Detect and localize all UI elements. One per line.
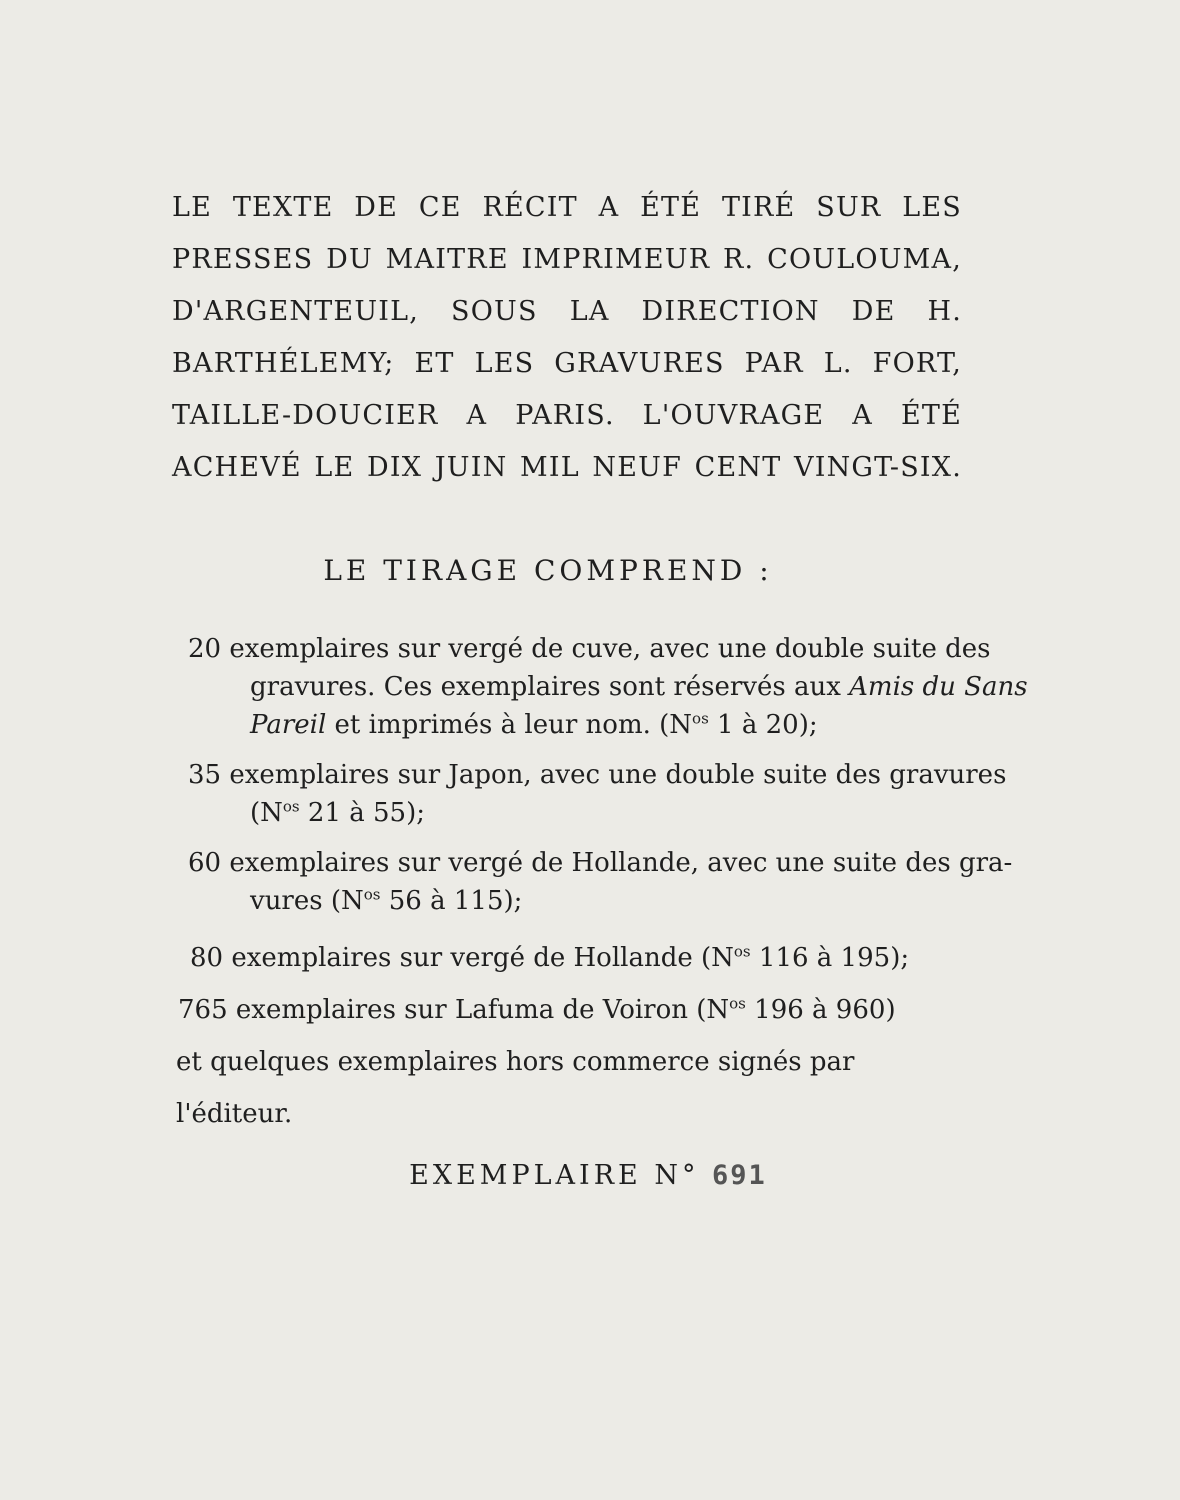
superscript: os xyxy=(282,797,300,816)
entry-text: 21 à 55); xyxy=(299,798,426,828)
superscript: os xyxy=(363,885,381,904)
superscript: os xyxy=(729,994,746,1013)
edition-entry-35 xyxy=(188,756,1007,832)
tirage-heading: LE TIRAGE COMPREND : xyxy=(323,554,773,587)
entry-line: 60 exemplaires sur vergé de Hollande, avec une suite des gra- xyxy=(188,848,1013,878)
colophon-line: BARTHÉLEMY; ET LES GRAVURES PAR L. FORT, xyxy=(172,348,962,379)
superscript: os xyxy=(692,709,709,728)
entry-line xyxy=(188,668,1028,706)
copy-number-label: EXEMPLAIRE N° xyxy=(409,1160,700,1191)
hors-commerce-line: et quelques exemplaires hors commerce signés par l'éditeur. xyxy=(176,1047,855,1129)
entry-line: 20 exemplaires sur vergé de cuve, avec une double suite des xyxy=(188,634,991,664)
entry-text: 80 exemplaires sur vergé de Hollande (N xyxy=(190,943,734,973)
edition-entry-765 xyxy=(178,984,978,1036)
superscript: os xyxy=(733,942,751,961)
edition-entry-80 xyxy=(190,932,978,984)
entry-line xyxy=(188,794,978,832)
entry-text: (N xyxy=(250,798,283,828)
colophon-line: D'ARGENTEUIL, SOUS LA DIRECTION DE H. xyxy=(172,296,962,327)
entry-text: 56 à 115); xyxy=(380,886,523,916)
colophon-line: ACHEVÉ LE DIX JUIN MIL NEUF CENT VINGT-SIX. xyxy=(172,452,962,483)
entry-text: 196 à 960) xyxy=(745,995,896,1025)
entry-line xyxy=(188,706,978,744)
colophon-line: PRESSES DU MAITRE IMPRIMEUR R. COULOUMA, xyxy=(172,244,962,275)
entry-text: vures (N xyxy=(250,886,364,916)
entry-text: 116 à 195); xyxy=(750,943,910,973)
entry-line: 35 exemplaires sur Japon, avec une double suite des gravures xyxy=(188,760,1007,790)
entry-line xyxy=(188,882,978,920)
edition-entry-60 xyxy=(188,844,1013,920)
colophon-line: TAILLE-DOUCIER A PARIS. L'OUVRAGE A ÉTÉ xyxy=(172,400,962,431)
copy-number-stamp: 691 xyxy=(712,1160,767,1191)
colophon-line: LE TEXTE DE CE RÉCIT A ÉTÉ TIRÉ SUR LES xyxy=(172,192,962,223)
copy-number-line xyxy=(0,1160,1176,1191)
entry-italic-text: Amis du Sans xyxy=(849,672,1028,702)
entry-text: gravures. Ces exemplaires sont réservés aux xyxy=(250,672,850,702)
entry-text: 765 exemplaires sur Lafuma de Voiron (N xyxy=(178,995,730,1025)
entry-text: et imprimés à leur nom. (N xyxy=(326,710,693,740)
entry-text: 1 à 20); xyxy=(708,710,818,740)
entry-italic-text: Pareil xyxy=(250,710,327,740)
edition-list xyxy=(176,630,1028,1140)
edition-entry-20 xyxy=(188,630,1028,744)
colophon-paragraph xyxy=(172,182,962,494)
